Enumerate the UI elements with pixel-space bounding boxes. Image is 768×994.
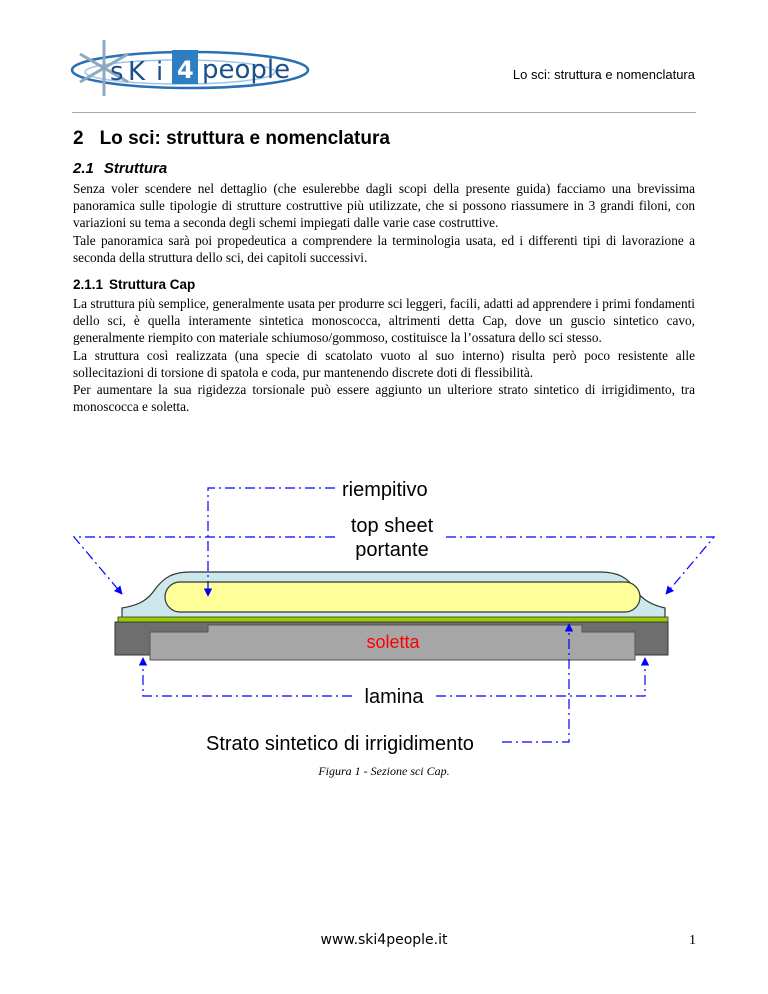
- label-lamina: lamina: [364, 686, 424, 708]
- section-title: Lo sci: struttura e nomenclatura: [99, 128, 390, 149]
- page-header: [0, 0, 768, 115]
- logo-s: s: [110, 57, 124, 87]
- subsubsection-number: 2.1.1: [73, 277, 104, 293]
- section-heading: [73, 128, 695, 150]
- section-number: 2: [73, 128, 84, 149]
- page-number: 1: [689, 933, 696, 948]
- label-strato: Strato sintetico di irrigidimento: [206, 733, 474, 755]
- logo-4: 4: [177, 56, 194, 84]
- footer-url: www.ski4people.it: [320, 932, 448, 948]
- paragraph: La struttura più semplice, generalmente usata per produrre sci leggeri, facili, adatti ad apprendere i primi fondamenti dello sci, è quella interamente sintetica monoscocca, altrimenti detta Cap, dove un guscio sintetico cavo, generalmente riempito con materiale schiumoso/gommoso, costituisce la l’ossatura dello sci stesso.: [73, 296, 695, 346]
- subsection-number: 2.1: [73, 160, 94, 177]
- filler-core: [165, 582, 640, 612]
- running-title: Lo sci: struttura e nomenclatura: [512, 67, 695, 82]
- subsubsection-title: Struttura Cap: [109, 277, 196, 293]
- label-soletta: soletta: [366, 632, 420, 652]
- leader-lamina-left: [143, 658, 352, 696]
- stiffening-layer: [118, 617, 668, 622]
- label-riempitivo: riempitivo: [342, 479, 428, 501]
- logo-k: K: [128, 57, 146, 87]
- logo-people: people: [202, 55, 291, 85]
- subsection-heading: [73, 160, 695, 177]
- paragraph: Senza voler scendere nel dettaglio (che esulerebbe dagli scopi della presente guida) facciamo una brevissima panoramica sulle tipologie di strutture costruttive più utilizzate, che si possono riassumere in 3 grandi filoni, con variazioni su tema a seconda degli schemi impiegati dalle varie case costruttive.: [73, 181, 695, 231]
- leader-lamina-right: [436, 658, 645, 696]
- paragraph: La struttura così realizzata (una specie di scatolato vuoto al suo interno) risulta però poco resistente alle sollecitazioni di torsione di spatola e coda, pur mantenendo discrete doti di flessibilità.: [73, 347, 695, 380]
- figure-caption: Figura 1 - Sezione sci Cap.: [318, 764, 450, 778]
- logo-i: i: [156, 57, 164, 87]
- paragraph: Per aumentare la sua rigidezza torsionale può essere aggiunto un ulteriore strato sintetico di irrigidimento, tra monoscocca e soletta.: [73, 382, 695, 415]
- label-top-sheet-line1: top sheet: [350, 515, 434, 537]
- header-divider: [72, 112, 696, 113]
- ski-cross-section-figure: [60, 470, 720, 770]
- paragraph: Tale panoramica sarà poi propedeutica a comprendere la terminologia usata, ed i differenti tipi di lavorazione a seconda della struttura dello sci, dei capitoli successivi.: [73, 232, 695, 265]
- subsection-title: Struttura: [103, 160, 168, 177]
- subsubsection-heading: [73, 277, 695, 292]
- ski4people-logo: [70, 32, 320, 102]
- label-top-sheet-line2: portante: [355, 539, 429, 561]
- main-content: [73, 128, 695, 415]
